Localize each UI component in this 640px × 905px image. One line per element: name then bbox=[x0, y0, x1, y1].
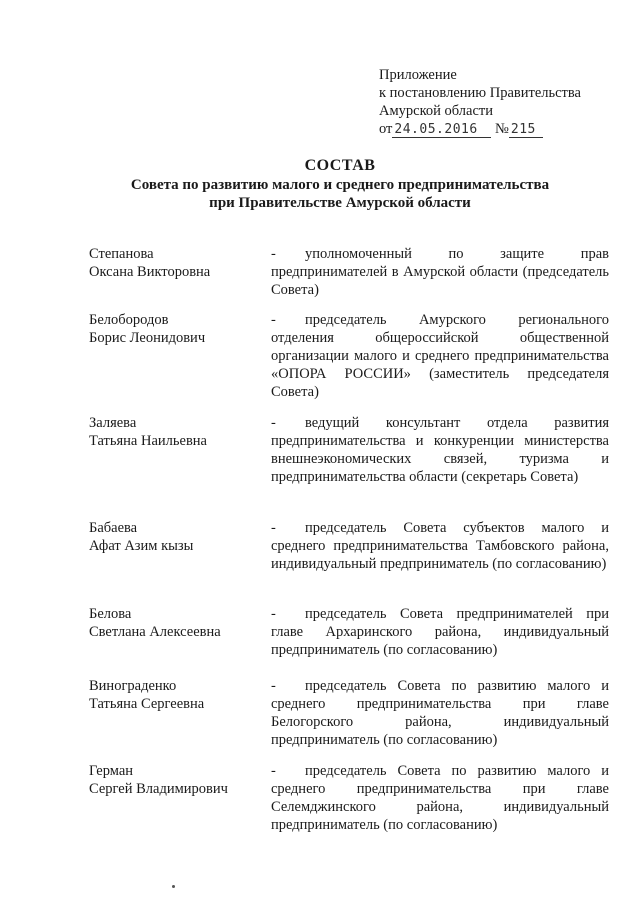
heading-title: СОСТАВ bbox=[304, 157, 376, 174]
document-heading bbox=[60, 156, 620, 212]
role-dash: - bbox=[271, 678, 276, 694]
member-surname: Степанова bbox=[89, 246, 154, 262]
role-text: ведущий консультант отдела развития предпринимательства и конкуренции министерства внешнеэкономических связей, туризма и предпринимательства области (секретарь Совета) bbox=[271, 415, 609, 485]
role-dash: - bbox=[271, 763, 276, 779]
appendix-block bbox=[379, 66, 619, 138]
member-role bbox=[271, 414, 609, 486]
member-role bbox=[271, 245, 609, 299]
number-sign: № bbox=[495, 121, 509, 137]
member-name bbox=[89, 677, 259, 713]
role-dash: - bbox=[271, 520, 276, 536]
role-text: председатель Совета предпринимателей при главе Архаринского района, индивидуальный предприниматель (по согласованию) bbox=[271, 606, 609, 658]
member-given-names: Борис Леонидович bbox=[89, 330, 206, 346]
heading-subtitle-line1: Совета по развитию малого и среднего предпринимательства bbox=[130, 177, 550, 193]
role-text: председатель Амурского регионального отделения общероссийской общественной организации малого и среднего предпринимательства «ОПОРА РОССИИ» (заместитель председателя Совета) bbox=[271, 312, 609, 400]
member-surname: Бабаева bbox=[89, 520, 138, 536]
member-given-names: Сергей Владимирович bbox=[89, 781, 228, 797]
member-given-names: Светлана Алексеевна bbox=[89, 624, 221, 640]
role-text: председатель Совета по развитию малого и среднего предпринимательства при главе Селемджинского района, индивидуальный предприниматель (по согласованию) bbox=[271, 763, 609, 833]
handwritten-date: 24.05.2016 bbox=[392, 123, 491, 138]
member-role bbox=[271, 519, 609, 573]
role-dash: - bbox=[271, 606, 276, 622]
role-dash: - bbox=[271, 312, 276, 328]
member-name bbox=[89, 762, 259, 798]
appendix-resolution-line: к постановлению Правительства bbox=[379, 85, 581, 101]
member-given-names: Афат Азим кызы bbox=[89, 538, 194, 554]
member-name bbox=[89, 605, 259, 641]
member-role bbox=[271, 311, 609, 401]
member-surname: Винограденко bbox=[89, 678, 177, 694]
date-prefix: от bbox=[379, 121, 393, 137]
member-name bbox=[89, 519, 259, 555]
member-name bbox=[89, 414, 259, 450]
scan-speck bbox=[172, 885, 175, 888]
member-given-names: Татьяна Сергеевна bbox=[89, 696, 205, 712]
member-given-names: Оксана Викторовна bbox=[89, 264, 211, 280]
heading-subtitle-line2: при Правительстве Амурской области bbox=[209, 195, 471, 211]
appendix-title: Приложение bbox=[379, 67, 457, 83]
handwritten-number: 215 bbox=[509, 123, 543, 138]
role-text: председатель Совета по развитию малого и среднего предпринимательства при главе Белогорского района, индивидуальный предприниматель (по согласованию) bbox=[271, 678, 609, 748]
member-name bbox=[89, 311, 259, 347]
member-role bbox=[271, 762, 609, 834]
member-surname: Белобородов bbox=[89, 312, 169, 328]
role-text: уполномоченный по защите прав предпринимателей в Амурской области (председатель Совета) bbox=[271, 246, 609, 298]
appendix-region-line: Амурской области bbox=[379, 103, 493, 119]
member-surname: Заляева bbox=[89, 415, 137, 431]
member-surname: Белова bbox=[89, 606, 132, 622]
member-surname: Герман bbox=[89, 763, 134, 779]
member-name bbox=[89, 245, 259, 281]
appendix-date-line bbox=[379, 120, 619, 138]
member-role bbox=[271, 677, 609, 749]
role-dash: - bbox=[271, 246, 276, 262]
member-role bbox=[271, 605, 609, 659]
role-dash: - bbox=[271, 415, 276, 431]
member-given-names: Татьяна Наильевна bbox=[89, 433, 207, 449]
role-text: председатель Совета субъектов малого и среднего предпринимательства Тамбовского района, индивидуальный предприниматель (по согласованию) bbox=[271, 520, 609, 572]
